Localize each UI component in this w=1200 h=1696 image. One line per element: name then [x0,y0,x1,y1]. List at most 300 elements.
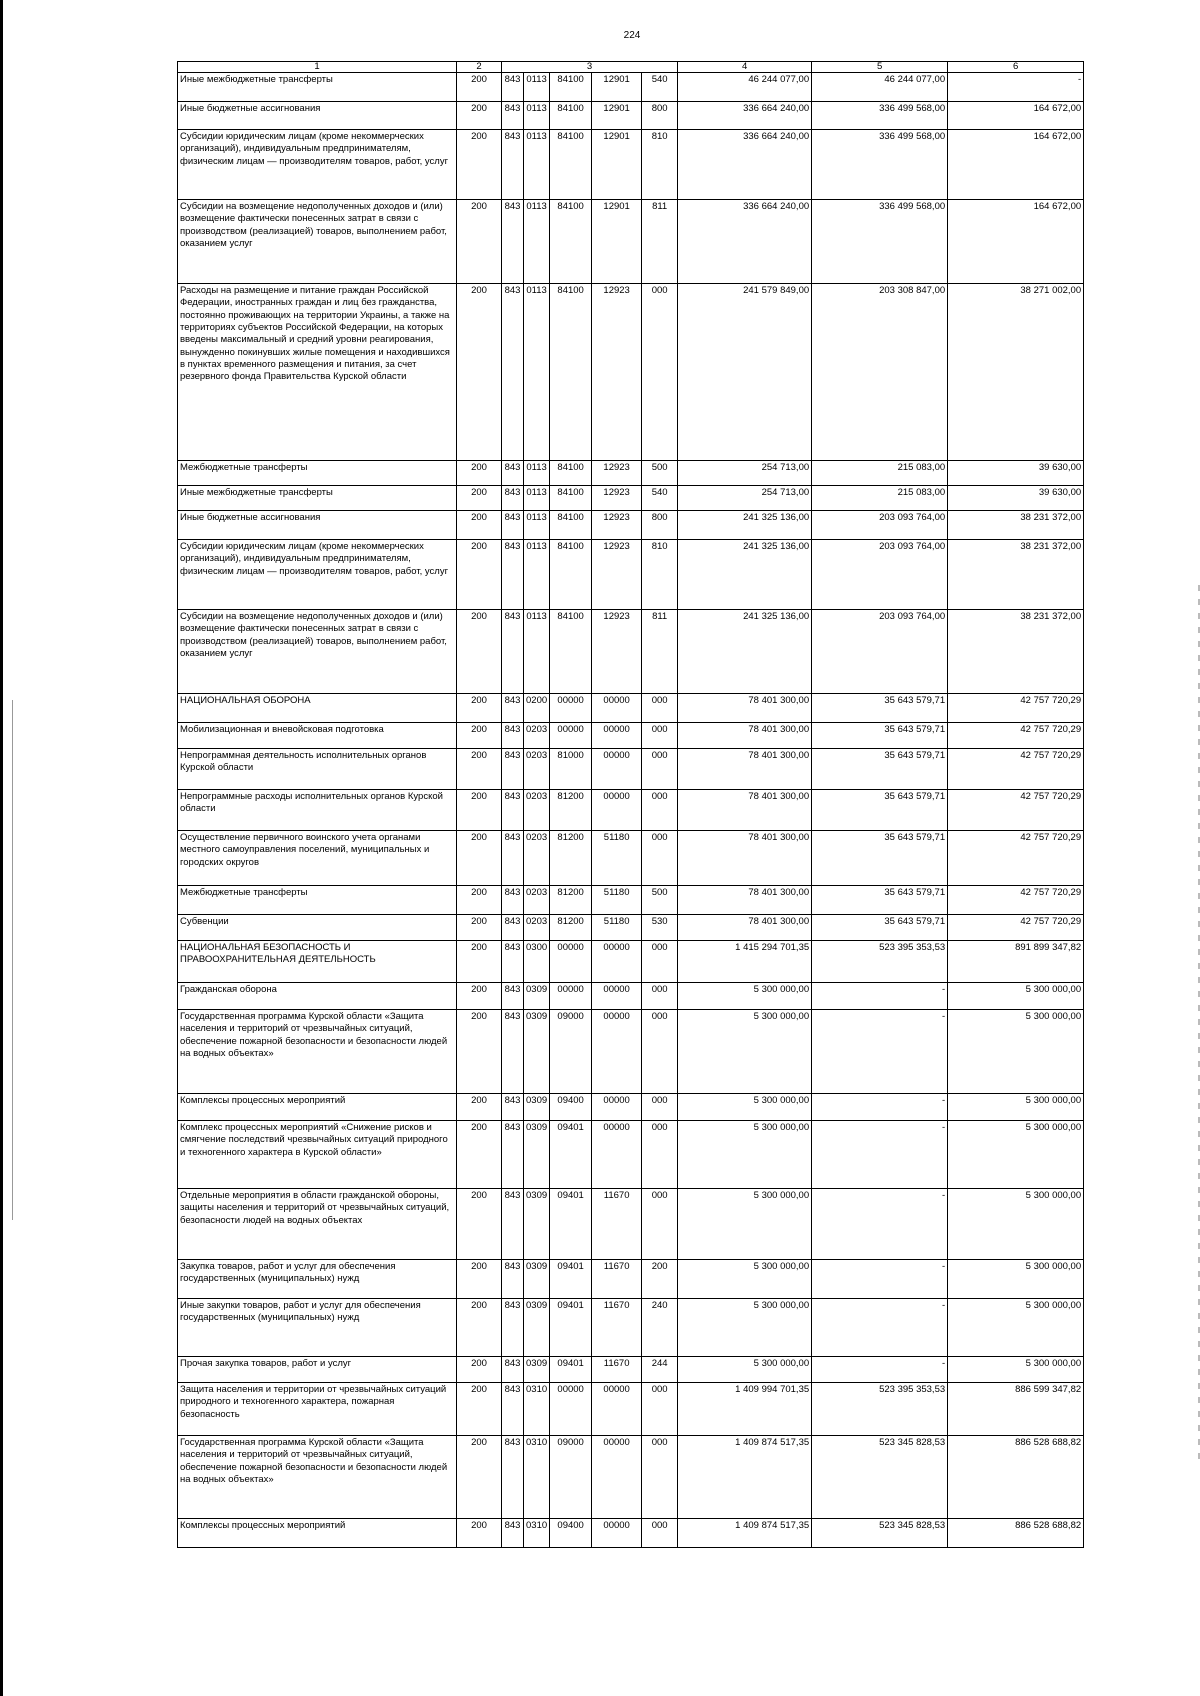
admin: 200 [457,886,502,915]
table-row [178,511,1084,540]
code-4: 00000 [592,790,642,831]
code-4: 12923 [592,610,642,694]
admin: 200 [457,461,502,486]
page-number: 224 [623,30,641,41]
code-1: 843 [502,1010,524,1094]
code-2: 0310 [524,1519,550,1548]
code-2: 0309 [524,1299,550,1357]
header-col-5: 5 [812,62,948,73]
value-col-6: 5 300 000,00 [948,1260,1084,1299]
value-col-5: 203 093 764,00 [812,511,948,540]
code-4: 12923 [592,461,642,486]
table-row [178,1260,1084,1299]
code-2: 0310 [524,1436,550,1519]
value-col-5: - [812,1121,948,1189]
code-5: 811 [642,610,678,694]
value-col-6: 42 757 720,29 [948,886,1084,915]
code-3: 09401 [550,1260,592,1299]
value-col-5: - [812,1357,948,1383]
admin: 200 [457,1189,502,1260]
value-col-6: 5 300 000,00 [948,1121,1084,1189]
row-name: Государственная программа Курской области «Защита населения и территорий от чрезвычайных ситуаций, обеспечение пожарной безопасности и безопасности людей на водных объектах» [178,1436,457,1519]
value-col-5: 336 499 568,00 [812,102,948,130]
value-col-4: 336 664 240,00 [678,200,812,284]
code-3: 09000 [550,1436,592,1519]
admin: 200 [457,749,502,790]
value-col-4: 241 579 849,00 [678,284,812,461]
code-1: 843 [502,284,524,461]
code-5: 000 [642,790,678,831]
code-5: 800 [642,511,678,540]
code-4: 11670 [592,1189,642,1260]
code-1: 843 [502,102,524,130]
code-3: 09000 [550,1010,592,1094]
row-name: Осуществление первичного воинского учета органами местного самоуправления поселений, муниципальных и городских округов [178,831,457,886]
code-2: 0203 [524,886,550,915]
code-5: 000 [642,1094,678,1121]
code-1: 843 [502,723,524,749]
code-2: 0200 [524,694,550,723]
code-5: 540 [642,486,678,511]
table-row [178,1121,1084,1189]
code-3: 81200 [550,915,592,941]
code-2: 0309 [524,1121,550,1189]
code-5: 530 [642,915,678,941]
code-4: 00000 [592,1121,642,1189]
value-col-6: 5 300 000,00 [948,1299,1084,1357]
value-col-6: 164 672,00 [948,200,1084,284]
row-name: Иные закупки товаров, работ и услуг для обеспечения государственных (муниципальных) нужд [178,1299,457,1357]
value-col-4: 5 300 000,00 [678,1189,812,1260]
admin: 200 [457,1519,502,1548]
admin: 200 [457,1010,502,1094]
table-row [178,1299,1084,1357]
row-name: Иные бюджетные ассигнования [178,102,457,130]
code-2: 0309 [524,1357,550,1383]
code-1: 843 [502,1436,524,1519]
table-row [178,461,1084,486]
admin: 200 [457,200,502,284]
code-4: 12901 [592,130,642,200]
table-row [178,790,1084,831]
row-name: Непрограммная деятельность исполнительных органов Курской области [178,749,457,790]
code-3: 00000 [550,723,592,749]
code-2: 0310 [524,1383,550,1436]
budget-table [177,61,1084,1548]
value-col-4: 254 713,00 [678,461,812,486]
row-name: Субсидии на возмещение недополученных доходов и (или) возмещение фактически понесенных затрат в связи с производством (реализацией) товаров, выполнением работ, оказанием услуг [178,200,457,284]
value-col-6: 42 757 720,29 [948,790,1084,831]
code-1: 843 [502,983,524,1010]
code-4: 12901 [592,102,642,130]
value-col-5: 523 345 828,53 [812,1519,948,1548]
code-2: 0113 [524,511,550,540]
header-col-2: 2 [457,62,502,73]
code-5: 000 [642,1121,678,1189]
code-3: 84100 [550,200,592,284]
table-row [178,610,1084,694]
table-row [178,1436,1084,1519]
code-5: 000 [642,1189,678,1260]
code-5: 240 [642,1299,678,1357]
code-2: 0309 [524,1189,550,1260]
code-3: 81000 [550,749,592,790]
value-col-5: - [812,1094,948,1121]
value-col-5: 35 643 579,71 [812,886,948,915]
value-col-4: 78 401 300,00 [678,694,812,723]
table-row [178,694,1084,723]
value-col-5: 35 643 579,71 [812,915,948,941]
row-name: Межбюджетные трансферты [178,461,457,486]
code-1: 843 [502,540,524,610]
code-5: 000 [642,831,678,886]
value-col-6: 39 630,00 [948,486,1084,511]
value-col-5: 336 499 568,00 [812,130,948,200]
code-3: 84100 [550,610,592,694]
code-2: 0203 [524,831,550,886]
row-name: Иные межбюджетные трансферты [178,73,457,102]
code-4: 00000 [592,749,642,790]
table-row [178,831,1084,886]
value-col-6: 5 300 000,00 [948,1010,1084,1094]
value-col-4: 241 325 136,00 [678,610,812,694]
code-3: 09401 [550,1357,592,1383]
code-5: 811 [642,200,678,284]
code-5: 000 [642,723,678,749]
row-name: НАЦИОНАЛЬНАЯ ОБОРОНА [178,694,457,723]
value-col-6: 5 300 000,00 [948,1094,1084,1121]
admin: 200 [457,915,502,941]
value-col-4: 5 300 000,00 [678,1010,812,1094]
row-name: Мобилизационная и вневойсковая подготовка [178,723,457,749]
code-4: 12923 [592,284,642,461]
value-col-4: 336 664 240,00 [678,130,812,200]
code-5: 000 [642,284,678,461]
admin: 200 [457,983,502,1010]
code-2: 0113 [524,102,550,130]
value-col-6: 38 231 372,00 [948,511,1084,540]
scan-edge-left [0,0,3,1696]
table-row [178,1010,1084,1094]
table-row [178,102,1084,130]
table-row [178,284,1084,461]
value-col-4: 78 401 300,00 [678,831,812,886]
row-name: Иные межбюджетные трансферты [178,486,457,511]
value-col-5: 215 083,00 [812,486,948,511]
value-col-4: 5 300 000,00 [678,1094,812,1121]
value-col-6: 42 757 720,29 [948,749,1084,790]
code-4: 00000 [592,1383,642,1436]
admin: 200 [457,610,502,694]
value-col-5: 203 093 764,00 [812,540,948,610]
table-row [178,1357,1084,1383]
code-3: 09400 [550,1094,592,1121]
row-name: Субвенции [178,915,457,941]
code-2: 0113 [524,200,550,284]
admin: 200 [457,284,502,461]
value-col-5: 215 083,00 [812,461,948,486]
header-col-6: 6 [948,62,1084,73]
value-col-4: 1 409 874 517,35 [678,1436,812,1519]
code-1: 843 [502,915,524,941]
row-name: Субсидии юридическим лицам (кроме некоммерческих организаций), индивидуальным предпринимателям, физическим лицам — производителям товаров, работ, услуг [178,130,457,200]
code-3: 00000 [550,983,592,1010]
value-col-5: - [812,1299,948,1357]
admin: 200 [457,790,502,831]
code-1: 843 [502,1383,524,1436]
code-1: 843 [502,461,524,486]
code-1: 843 [502,941,524,983]
code-5: 244 [642,1357,678,1383]
value-col-5: 35 643 579,71 [812,749,948,790]
code-4: 11670 [592,1260,642,1299]
code-1: 843 [502,1260,524,1299]
code-3: 84100 [550,540,592,610]
code-1: 843 [502,610,524,694]
table-body [178,62,1084,1548]
header-col-3: 3 [502,62,678,73]
row-name: Защита населения и территории от чрезвычайных ситуаций природного и техногенного характера, пожарная безопасность [178,1383,457,1436]
table-row [178,540,1084,610]
code-5: 540 [642,73,678,102]
value-col-6: 38 271 002,00 [948,284,1084,461]
row-name: Комплексы процессных мероприятий [178,1094,457,1121]
admin: 200 [457,540,502,610]
value-col-4: 78 401 300,00 [678,790,812,831]
value-col-5: 35 643 579,71 [812,831,948,886]
value-col-5: 35 643 579,71 [812,694,948,723]
table-row [178,486,1084,511]
code-3: 84100 [550,130,592,200]
row-name: НАЦИОНАЛЬНАЯ БЕЗОПАСНОСТЬ И ПРАВООХРАНИТЕЛЬНАЯ ДЕЯТЕЛЬНОСТЬ [178,941,457,983]
value-col-4: 5 300 000,00 [678,1357,812,1383]
row-name: Расходы на размещение и питание граждан Российской Федерации, иностранных граждан и лиц без гражданства, постоянно проживающих на территории Украины, а также на территориях субъектов Российской Федерации, на которых введены максимальный и средний уровни реагирования, вынужденно покинувших жилые помещения и находившихся в пунктах временного размещения и питания, за счет резервного фонда Правительства Курской области [178,284,457,461]
value-col-5: 35 643 579,71 [812,790,948,831]
code-3: 00000 [550,941,592,983]
code-5: 000 [642,1010,678,1094]
admin: 200 [457,941,502,983]
code-2: 0113 [524,486,550,511]
code-4: 00000 [592,1010,642,1094]
value-col-4: 78 401 300,00 [678,915,812,941]
admin: 200 [457,831,502,886]
table-row [178,886,1084,915]
value-col-6: - [948,73,1084,102]
row-name: Непрограммные расходы исполнительных органов Курской области [178,790,457,831]
value-col-6: 42 757 720,29 [948,694,1084,723]
value-col-5: 523 395 353,53 [812,941,948,983]
admin: 200 [457,1436,502,1519]
value-col-4: 5 300 000,00 [678,983,812,1010]
value-col-6: 38 231 372,00 [948,610,1084,694]
value-col-5: 203 093 764,00 [812,610,948,694]
code-4: 12923 [592,540,642,610]
admin: 200 [457,1260,502,1299]
value-col-5: 336 499 568,00 [812,200,948,284]
code-3: 09400 [550,1519,592,1548]
code-3: 09401 [550,1189,592,1260]
value-col-4: 78 401 300,00 [678,886,812,915]
value-col-5: 46 244 077,00 [812,73,948,102]
code-3: 09401 [550,1299,592,1357]
value-col-5: - [812,1189,948,1260]
code-2: 0203 [524,749,550,790]
row-name: Субсидии юридическим лицам (кроме некоммерческих организаций), индивидуальным предпринимателям, физическим лицам — производителям товаров, работ, услуг [178,540,457,610]
value-col-6: 886 599 347,82 [948,1383,1084,1436]
row-name: Гражданская оборона [178,983,457,1010]
value-col-6: 42 757 720,29 [948,915,1084,941]
code-2: 0203 [524,723,550,749]
code-1: 843 [502,1357,524,1383]
code-5: 200 [642,1260,678,1299]
code-4: 00000 [592,1519,642,1548]
code-3: 84100 [550,73,592,102]
value-col-4: 78 401 300,00 [678,749,812,790]
header-col-4: 4 [678,62,812,73]
table-row [178,749,1084,790]
code-2: 0113 [524,130,550,200]
admin: 200 [457,1299,502,1357]
value-col-6: 5 300 000,00 [948,1357,1084,1383]
value-col-6: 164 672,00 [948,102,1084,130]
table-row [178,983,1084,1010]
admin: 200 [457,723,502,749]
code-5: 000 [642,694,678,723]
value-col-5: 523 395 353,53 [812,1383,948,1436]
code-3: 81200 [550,790,592,831]
admin: 200 [457,486,502,511]
row-name: Отдельные мероприятия в области гражданской обороны, защиты населения и территорий от чрезвычайных ситуаций, безопасности людей на водных объектах [178,1189,457,1260]
code-1: 843 [502,749,524,790]
value-col-6: 39 630,00 [948,461,1084,486]
code-3: 81200 [550,831,592,886]
admin: 200 [457,130,502,200]
table-row [178,1519,1084,1548]
code-4: 00000 [592,941,642,983]
code-4: 12923 [592,511,642,540]
code-4: 51180 [592,915,642,941]
code-2: 0113 [524,461,550,486]
admin: 200 [457,1094,502,1121]
table-row [178,941,1084,983]
code-4: 12901 [592,200,642,284]
value-col-6: 5 300 000,00 [948,983,1084,1010]
row-name: Закупка товаров, работ и услуг для обеспечения государственных (муниципальных) нужд [178,1260,457,1299]
table-row [178,915,1084,941]
code-5: 000 [642,983,678,1010]
code-3: 00000 [550,694,592,723]
code-5: 000 [642,1383,678,1436]
table-row [178,200,1084,284]
row-name: Субсидии на возмещение недополученных доходов и (или) возмещение фактически понесенных затрат в связи с производством (реализацией) товаров, выполнением работ, оказанием услуг [178,610,457,694]
code-1: 843 [502,486,524,511]
row-name: Комплексы процессных мероприятий [178,1519,457,1548]
code-1: 843 [502,1121,524,1189]
code-5: 000 [642,1436,678,1519]
code-2: 0113 [524,284,550,461]
code-4: 11670 [592,1357,642,1383]
code-5: 810 [642,540,678,610]
code-4: 00000 [592,1094,642,1121]
admin: 200 [457,1357,502,1383]
code-4: 00000 [592,983,642,1010]
code-4: 00000 [592,694,642,723]
value-col-4: 1 409 994 701,35 [678,1383,812,1436]
table-row [178,723,1084,749]
value-col-6: 886 528 688,82 [948,1436,1084,1519]
code-4: 12923 [592,486,642,511]
code-4: 00000 [592,1436,642,1519]
row-name: Государственная программа Курской области «Защита населения и территорий от чрезвычайных ситуаций, обеспечение пожарной безопасности и безопасности людей на водных объектах» [178,1010,457,1094]
code-3: 84100 [550,102,592,130]
code-1: 843 [502,694,524,723]
scan-line-left [12,700,13,1220]
code-5: 500 [642,461,678,486]
value-col-5: - [812,1010,948,1094]
code-3: 84100 [550,461,592,486]
code-3: 84100 [550,284,592,461]
code-2: 0113 [524,73,550,102]
code-2: 0203 [524,915,550,941]
admin: 200 [457,1383,502,1436]
code-1: 843 [502,790,524,831]
value-col-4: 5 300 000,00 [678,1121,812,1189]
value-col-6: 164 672,00 [948,130,1084,200]
row-name: Иные бюджетные ассигнования [178,511,457,540]
table-row [178,1094,1084,1121]
code-5: 810 [642,130,678,200]
code-4: 11670 [592,1299,642,1357]
code-5: 500 [642,886,678,915]
code-5: 000 [642,941,678,983]
row-name: Комплекс процессных мероприятий «Снижение рисков и смягчение последствий чрезвычайных ситуаций природного и техногенного характера в Курской области» [178,1121,457,1189]
code-1: 843 [502,511,524,540]
code-1: 843 [502,200,524,284]
value-col-4: 46 244 077,00 [678,73,812,102]
code-2: 0203 [524,790,550,831]
code-1: 843 [502,73,524,102]
code-2: 0113 [524,540,550,610]
header-col-1: 1 [178,62,457,73]
value-col-6: 42 757 720,29 [948,723,1084,749]
code-1: 843 [502,1299,524,1357]
value-col-4: 5 300 000,00 [678,1299,812,1357]
row-name: Прочая закупка товаров, работ и услуг [178,1357,457,1383]
admin: 200 [457,511,502,540]
value-col-4: 241 325 136,00 [678,540,812,610]
table-row [178,1383,1084,1436]
code-3: 81200 [550,886,592,915]
code-5: 800 [642,102,678,130]
value-col-6: 891 899 347,82 [948,941,1084,983]
code-2: 0309 [524,983,550,1010]
code-1: 843 [502,1519,524,1548]
value-col-4: 78 401 300,00 [678,723,812,749]
value-col-6: 42 757 720,29 [948,831,1084,886]
code-2: 0309 [524,1094,550,1121]
code-3: 84100 [550,511,592,540]
value-col-5: - [812,1260,948,1299]
value-col-6: 5 300 000,00 [948,1189,1084,1260]
admin: 200 [457,1121,502,1189]
value-col-6: 886 528 688,82 [948,1519,1084,1548]
admin: 200 [457,73,502,102]
code-3: 84100 [550,486,592,511]
value-col-5: 203 308 847,00 [812,284,948,461]
code-1: 843 [502,130,524,200]
code-4: 51180 [592,831,642,886]
value-col-4: 5 300 000,00 [678,1260,812,1299]
